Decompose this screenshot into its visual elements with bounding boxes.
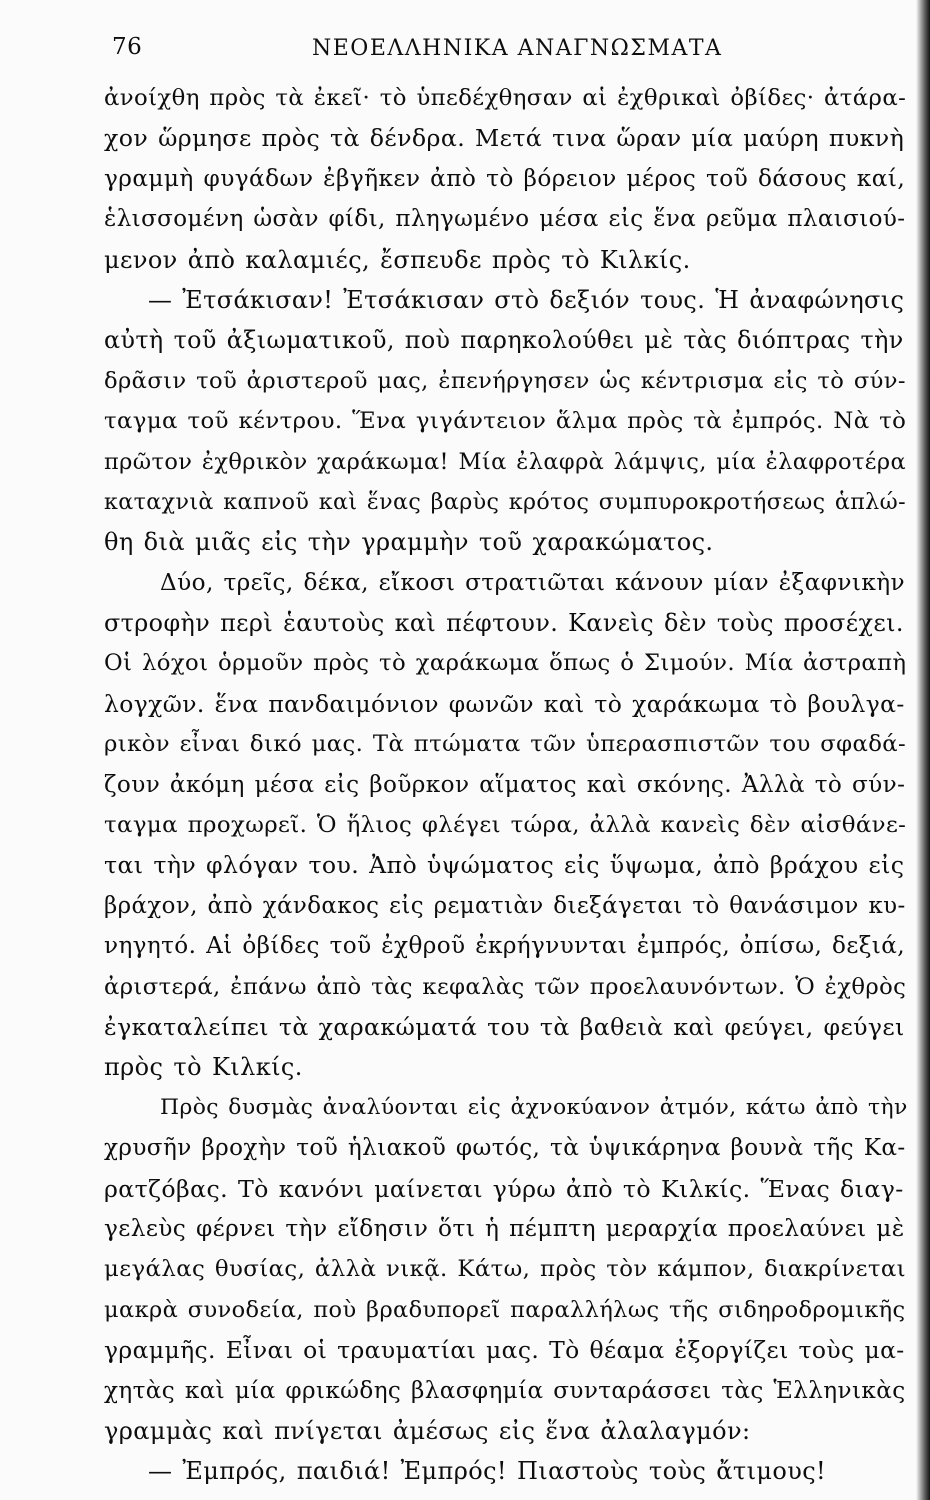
text-line: μενον ἀπὸ καλαμιές, ἔσπευδε πρὸς τὸ Κιλκίς. bbox=[104, 245, 691, 274]
text-line: Δύο, τρεῖς, δέκα, εἴκοσι στρατιῶται κάνουν μίαν ἐξαφνικὴν bbox=[160, 569, 905, 596]
page-header bbox=[112, 30, 872, 70]
text-line: πρῶτον ἐχθρικὸν χαράκωμα! Μία ἐλαφρὰ λάμψις, μία ἐλαφροτέρα bbox=[104, 448, 907, 475]
text-line: στροφὴν περὶ ἑαυτοὺς καὶ πέφτουν. Κανεὶς δὲν τοὺς προσέχει. bbox=[104, 609, 904, 638]
text-line: αὐτὴ τοῦ ἀξιωματικοῦ, ποὺ παρηκολούθει μὲ τὰς διόπτρας τὴν bbox=[104, 326, 904, 355]
text-line: ἑλισσομένη ὡσὰν φίδι, πληγωμένο μέσα εἰς ἕνα ρεῦμα πλαισιού- bbox=[104, 206, 906, 233]
text-line: βράχον, ἀπὸ χάνδακος εἰς ρεματιὰν διεξάγεται τὸ θανάσιμον κυ- bbox=[104, 892, 906, 919]
text-line: πρὸς τὸ Κιλκίς. bbox=[104, 1053, 303, 1082]
running-title: ΝΕΟΕΛΛΗΝΙΚΑ ΑΝΑΓΝΩΣΜΑΤΑ bbox=[312, 36, 723, 61]
text-line: χον ὥρμησε πρὸς τὰ δένδρα. Μετά τινα ὥραν μία μαύρη πυκνὴ bbox=[104, 124, 905, 153]
text-line: δρᾶσιν τοῦ ἀριστεροῦ μας, ἐπενήργησεν ὡς κέντρισμα εἰς τὸ σύν- bbox=[104, 367, 906, 394]
text-line: ρικὸν εἶναι δικό μας. Τὰ πτώματα τῶν ὑπερασπιστῶν του σφαδά- bbox=[104, 731, 907, 758]
text-line: λογχῶν. ἕνα πανδαιμόνιον φωνῶν καὶ τὸ χαράκωμα τὸ βουλγα- bbox=[104, 689, 905, 718]
text-line: γραμμῆς. Εἶναι οἱ τραυματίαι μας. Τὸ θέαμα ἐξοργίζει τοὺς μα- bbox=[104, 1336, 905, 1365]
text-line: ταγμα τοῦ κέντρου. Ἕνα γιγάντειον ἅλμα πρὸς τὰ ἐμπρός. Νὰ τὸ bbox=[104, 408, 907, 435]
text-line: — Ἐτσάκισαν! Ἐτσάκισαν στὸ δεξιόν τους. Ἡ ἀναφώνησις bbox=[148, 285, 905, 314]
text-line: γελεὺς φέρνει τὴν εἴδησιν ὅτι ἡ πέμπτη μεραρχία προελαύνει μὲ bbox=[104, 1214, 905, 1242]
text-line: ρατζόβας. Τὸ κανόνι μαίνεται γύρω ἀπὸ τὸ Κιλκίς. Ἕνας διαγ- bbox=[104, 1174, 904, 1203]
text-line: ταγμα προχωρεῖ. Ὁ ἥλιος φλέγει τώρα, ἀλλὰ κανεὶς δὲν αἰσθάνε- bbox=[104, 812, 907, 839]
text-line: ται τὴν φλόγαν του. Ἀπὸ ὑψώματος εἰς ὕψωμα, ἀπὸ βράχου εἰς bbox=[104, 851, 905, 880]
text-line: ἀνοίχθη πρὸς τὰ ἐκεῖ· τὸ ὑπεδέχθησαν αἱ ἐχθρικαὶ ὀβίδες· ἀτάρα- bbox=[104, 85, 907, 111]
page-number: 76 bbox=[112, 34, 143, 60]
text-line: θη διὰ μιᾶς εἰς τὴν γραμμὴν τοῦ χαρακώματος. bbox=[104, 528, 714, 557]
text-line: γραμμὴ φυγάδων ἐβγῆκεν ἀπὸ τὸ βόρειον μέρος τοῦ δάσους καί, bbox=[104, 164, 906, 192]
text-line: Πρὸς δυσμὰς ἀναλύονται εἰς ἀχνοκύανον ἀτμόν, κάτω ἀπὸ τὴν bbox=[160, 1094, 908, 1120]
text-line: μεγάλας θυσίας, ἀλλὰ νικᾷ. Κάτω, πρὸς τὸν κάμπον, διακρίνεται bbox=[104, 1256, 907, 1283]
text-line: γραμμὰς καὶ πνίγεται ἀμέσως εἰς ἕνα ἀλαλαγμόν: bbox=[104, 1416, 751, 1445]
text-line: χητὰς καὶ μία φρικώδης βλασφημία συνταράσσει τὰς Ἑλληνικὰς bbox=[104, 1377, 906, 1404]
text-line: νηγητό. Αἱ ὀβίδες τοῦ ἐχθροῦ ἐκρήγνυνται ἐμπρός, ὀπίσω, δεξιά, bbox=[104, 933, 905, 960]
text-line: — Ἐμπρός, παιδιά! Ἐμπρός! Πιαστοὺς τοὺς ἄτιμους! bbox=[148, 1457, 827, 1486]
text-line: ζουν ἀκόμη μέσα εἰς βοῦρκον αἵματος καὶ σκόνης. Ἀλλὰ τὸ σύν- bbox=[104, 771, 906, 798]
text-line: μακρὰ συνοδεία, ποὺ βραδυπορεῖ παραλλήλως τῆς σιδηροδρομικῆς bbox=[104, 1296, 906, 1323]
text-line: ἀριστερά, ἐπάνω ἀπὸ τὰς κεφαλὰς τῶν προελαυνόντων. Ὁ ἐχθρὸς bbox=[104, 973, 907, 1000]
page-edge-shadow bbox=[916, 0, 930, 1500]
text-line: Οἱ λόχοι ὁρμοῦν πρὸς τὸ χαράκωμα ὅπως ὁ Σιμούν. Μία ἀστραπὴ bbox=[104, 650, 907, 677]
body-text bbox=[104, 78, 926, 1492]
text-line: χρυσῆν βροχὴν τοῦ ἡλιακοῦ φωτός, τὰ ὑψικάρηνα βουνὰ τῆς Κα- bbox=[104, 1135, 906, 1162]
text-line: καταχνιὰ καπνοῦ καὶ ἕνας βαρὺς κρότος συμπυροκροτήσεως ἁπλώ- bbox=[104, 488, 906, 515]
text-line: ἐγκαταλείπει τὰ χαρακώματά του τὰ βαθειὰ καὶ φεύγει, φεύγει bbox=[104, 1012, 905, 1041]
